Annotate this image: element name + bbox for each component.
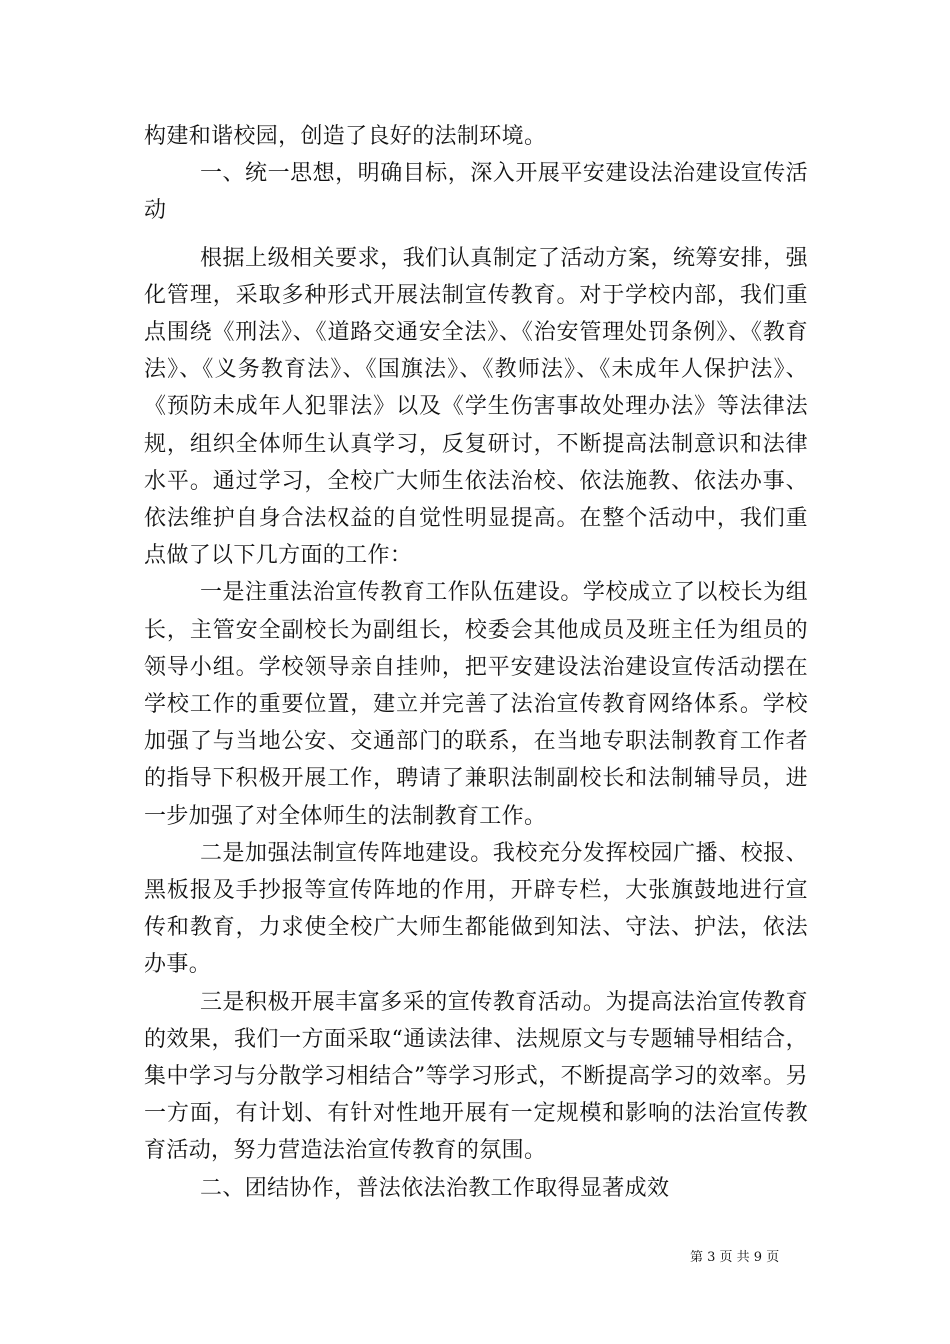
paragraph-publicity-platform: 二是加强法制宣传阵地建设。我校充分发挥校园广播、校报、黑板报及手抄报等宣传阵地的作用，开辟专栏，大张旗鼓地进行宣传和教育，力求使全校广大师生都能做到知法、守法、护法，依法办事。 <box>144 840 808 978</box>
document-body <box>144 118 808 1207</box>
paragraph-continuation: 构建和谐校园，创造了良好的法制环境。 <box>144 124 547 149</box>
paragraph-overview: 根据上级相关要求，我们认真制定了活动方案，统筹安排，强化管理，采取多种形式开展法制宣传教育。对于学校内部，我们重点围绕《刑法》、《道路交通安全法》、《治安管理处罚条例》、《教育法》、《义务教育法》、《国旗法》、《教师法》、《未成年人保护法》、《预防未成年人犯罪法》以及《学生伤害事故处理办法》等法律法规，组织全体师生认真学习，反复研讨，不断提高法制意识和法律水平。通过学习，全校广大师生依法治校、依法施教、依法办事、依法维护自身合法权益的自觉性明显提高。在整个活动中，我们重点做了以下几方面的工作： <box>144 245 808 569</box>
section-heading-1: 一、统一思想，明确目标，深入开展平安建设法治建设宣传活动 <box>144 161 808 224</box>
page-number-footer: 第 3 页 共 9 页 <box>690 1250 780 1265</box>
paragraph-team-building: 一是注重法治宣传教育工作队伍建设。学校成立了以校长为组长，主管安全副校长为副组长，校委会其他成员及班主任为组员的领导小组。学校领导亲自挂帅，把平安建设法治建设宣传活动摆在学校工作的重要位置，建立并完善了法治宣传教育网络体系。学校加强了与当地公安、交通部门的联系，在当地专职法制教育工作者的指导下积极开展工作，聘请了兼职法制副校长和法制辅导员，进一步加强了对全体师生的法制教育工作。 <box>144 580 808 829</box>
paragraph-education-activities: 三是积极开展丰富多采的宣传教育活动。为提高法治宣传教育的效果，我们一方面采取“通读法律、法规原文与专题辅导相结合，集中学习与分散学习相结合”等学习形式，不断提高学习的效率。另一方面，有计划、有针对性地开展有一定规模和影响的法治宣传教育活动，努力营造法治宣传教育的氛围。 <box>144 989 808 1164</box>
section-heading-2: 二、团结协作，普法依法治教工作取得显著成效 <box>200 1175 670 1201</box>
